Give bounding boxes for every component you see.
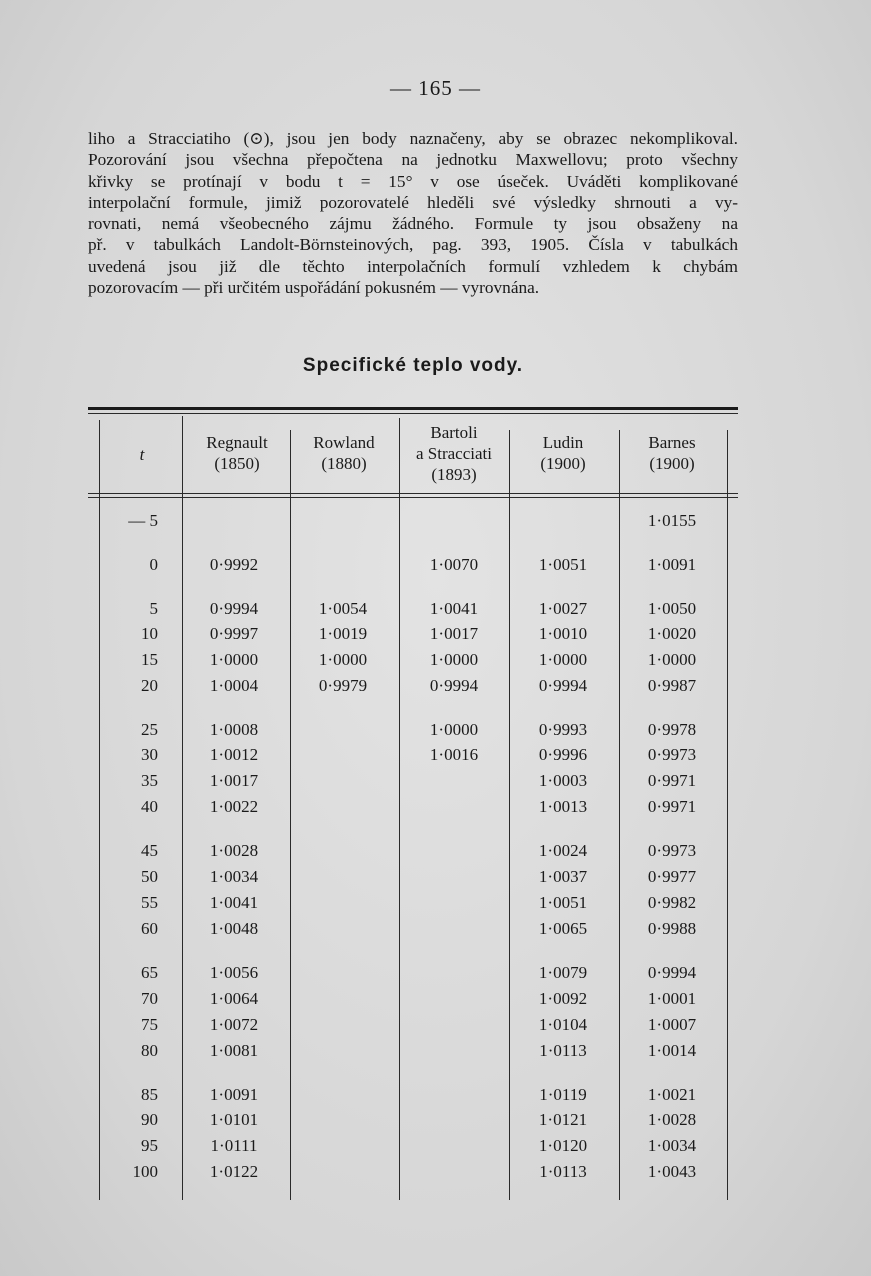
cell-ludin: 1·0065: [538, 919, 588, 938]
cell-regnault: 1·0012: [209, 745, 259, 764]
paragraph-line: pozorovacím — při určitém uspořádání pokusném — vyrovnána.: [88, 278, 540, 298]
cell-barnes: 1·0028: [647, 1110, 697, 1129]
cell-ludin: 1·0113: [539, 1162, 587, 1181]
cell-t: 95: [141, 1136, 158, 1155]
cell-barnes: 1·0034: [647, 1136, 697, 1155]
cell-t: 45: [141, 841, 158, 860]
cell-regnault: 1·0064: [209, 989, 259, 1008]
cell-regnault: 1·0091: [209, 1085, 259, 1104]
header-line: Barnes: [648, 433, 696, 452]
cell-bartoli: 1·0000: [429, 720, 479, 739]
column-divider: [290, 430, 291, 1200]
cell-t: 50: [141, 867, 158, 886]
cell-ludin: 1·0119: [539, 1085, 587, 1104]
header-line: (1900): [540, 454, 586, 473]
header-rowland: [284, 432, 404, 474]
cell-ludin: 1·0104: [538, 1015, 588, 1034]
cell-regnault: 0·9994: [209, 599, 259, 618]
cell-barnes: 1·0000: [647, 650, 697, 669]
cell-bartoli: 1·0017: [429, 624, 479, 643]
cell-t: 80: [141, 1041, 158, 1060]
cell-barnes: 0·9971: [647, 771, 697, 790]
cell-regnault: 1·0022: [209, 797, 259, 816]
header-ludin: [503, 432, 623, 474]
cell-barnes: 0·9973: [647, 745, 697, 764]
header-line: Bartoli: [430, 423, 478, 442]
cell-t: 75: [141, 1015, 158, 1034]
cell-t: 40: [141, 797, 158, 816]
paragraph-line: liho a Stracciatiho (⊙), jsou jen body naznačeny, aby se obrazec nekomplikoval.: [88, 129, 738, 148]
cell-ludin: 1·0010: [538, 624, 588, 643]
cell-ludin: 1·0092: [538, 989, 588, 1008]
paragraph-line: křivky se protínají v bodu t = 15° v ose úseček. Uváděti komplikované: [88, 171, 738, 191]
cell-ludin: 1·0079: [538, 963, 588, 982]
cell-barnes: 1·0020: [647, 624, 697, 643]
cell-t: 10: [141, 624, 158, 643]
cell-regnault: 1·0000: [209, 650, 259, 669]
cell-ludin: 0·9996: [538, 745, 588, 764]
header-bottom-rule: [88, 493, 738, 494]
header-line: Rowland: [313, 433, 375, 452]
header-line: (1900): [649, 454, 695, 473]
header-bartoli: [394, 422, 514, 485]
cell-t: 60: [141, 919, 158, 938]
cell-t: 35: [141, 771, 158, 790]
cell-barnes: 1·0007: [647, 1015, 697, 1034]
cell-t: 90: [141, 1110, 158, 1129]
header-bottom-rule-2: [88, 497, 738, 498]
header-line: Ludin: [542, 433, 584, 452]
cell-ludin: 1·0113: [539, 1041, 587, 1060]
cell-regnault: 0·9992: [209, 555, 259, 574]
header-line: t: [139, 445, 145, 464]
cell-regnault: 1·0028: [209, 841, 259, 860]
cell-rowland: 1·0054: [318, 599, 368, 618]
cell-bartoli: 0·9994: [429, 676, 479, 695]
header-line: a Stracciati: [416, 444, 492, 463]
cell-t: — 5: [128, 511, 158, 530]
table-top-rule: [88, 407, 738, 410]
cell-barnes: 1·0021: [647, 1085, 697, 1104]
cell-barnes: 1·0001: [647, 989, 697, 1008]
cell-barnes: 0·9982: [647, 893, 697, 912]
paragraph-line: rovnati, nemá všeobecného zájmu žádného. Formule ty jsou obsaženy na: [88, 214, 738, 234]
header-line: (1850): [214, 454, 260, 473]
cell-barnes: 1·0050: [647, 599, 697, 618]
cell-ludin: 1·0003: [538, 771, 588, 790]
cell-barnes: 0·9971: [647, 797, 697, 816]
column-divider: [727, 430, 728, 1200]
cell-ludin: 1·0027: [538, 599, 588, 618]
cell-t: 15: [141, 650, 158, 669]
cell-t: 65: [141, 963, 158, 982]
cell-regnault: 1·0048: [209, 919, 259, 938]
header-regnault: [177, 432, 297, 474]
cell-bartoli: 1·0016: [429, 745, 479, 764]
cell-regnault: 1·0122: [209, 1162, 259, 1181]
cell-barnes: 0·9988: [647, 919, 697, 938]
cell-barnes: 0·9994: [647, 963, 697, 982]
table-top-rule-thin: [88, 413, 738, 414]
cell-barnes: 0·9973: [647, 841, 697, 860]
cell-t: 100: [132, 1162, 158, 1181]
cell-regnault: 0·9997: [209, 624, 259, 643]
paragraph-line: př. v tabulkách Landolt-Börnsteinových, pag. 393, 1905. Čísla v tabulkách: [88, 235, 738, 255]
cell-t: 20: [141, 676, 158, 695]
body-paragraph: [88, 128, 738, 298]
page-number: — 165 —: [390, 76, 481, 100]
cell-barnes: 0·9978: [647, 720, 697, 739]
cell-ludin: 1·0051: [538, 555, 588, 574]
header-line: (1893): [431, 465, 477, 484]
paragraph-line: uvedená jsou již dle těchto interpolačních formulí vzhledem k chybám: [88, 256, 738, 276]
cell-ludin: 1·0121: [538, 1110, 588, 1129]
cell-regnault: 1·0072: [209, 1015, 259, 1034]
cell-regnault: 1·0111: [210, 1136, 258, 1155]
cell-t: 55: [141, 893, 158, 912]
cell-regnault: 1·0008: [209, 720, 259, 739]
cell-bartoli: 1·0070: [429, 555, 479, 574]
header-line: Regnault: [206, 433, 268, 452]
cell-rowland: 1·0019: [318, 624, 368, 643]
cell-barnes: 1·0014: [647, 1041, 697, 1060]
paragraph-line: Pozorování jsou všechna přepočtena na jednotku Maxwellovu; proto všechny: [88, 150, 738, 170]
cell-regnault: 1·0041: [209, 893, 259, 912]
cell-rowland: 1·0000: [318, 650, 368, 669]
cell-ludin: 0·9993: [538, 720, 588, 739]
cell-t: 85: [141, 1085, 158, 1104]
cell-t: 30: [141, 745, 158, 764]
cell-regnault: 1·0004: [209, 676, 259, 695]
cell-regnault: 1·0081: [209, 1041, 259, 1060]
cell-barnes: 0·9987: [647, 676, 697, 695]
header-barnes: [612, 432, 732, 474]
cell-ludin: 1·0000: [538, 650, 588, 669]
cell-regnault: 1·0101: [209, 1110, 259, 1129]
cell-ludin: 1·0120: [538, 1136, 588, 1155]
cell-rowland: 0·9979: [318, 676, 368, 695]
cell-ludin: 1·0051: [538, 893, 588, 912]
header-line: (1880): [321, 454, 367, 473]
cell-ludin: 1·0013: [538, 797, 588, 816]
paragraph-line: interpolační formule, jimiž pozorovatelé hleděli své výsledky shrnouti a vy-: [88, 192, 738, 212]
cell-barnes: 1·0091: [647, 555, 697, 574]
cell-barnes: 1·0155: [647, 511, 697, 530]
table-title: Specifické teplo vody.: [302, 355, 524, 376]
cell-barnes: 1·0043: [647, 1162, 697, 1181]
cell-regnault: 1·0017: [209, 771, 259, 790]
cell-bartoli: 1·0000: [429, 650, 479, 669]
cell-barnes: 0·9977: [647, 867, 697, 886]
cell-ludin: 0·9994: [538, 676, 588, 695]
cell-t: 0: [149, 555, 158, 574]
cell-ludin: 1·0037: [538, 867, 588, 886]
column-divider: [399, 418, 400, 1200]
cell-t: 25: [141, 720, 158, 739]
cell-regnault: 1·0034: [209, 867, 259, 886]
cell-ludin: 1·0024: [538, 841, 588, 860]
cell-t: 70: [141, 989, 158, 1008]
cell-t: 5: [149, 599, 158, 618]
cell-bartoli: 1·0041: [429, 599, 479, 618]
cell-regnault: 1·0056: [209, 963, 259, 982]
